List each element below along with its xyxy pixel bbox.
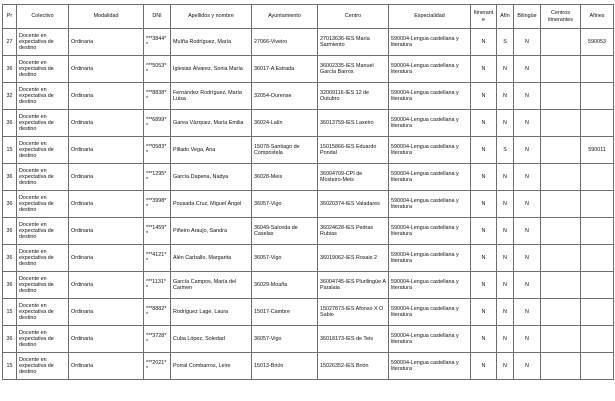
cell-apellidos-nombre: Rodríguez Lage, Laura — [171, 299, 252, 326]
cell-bilingue: N — [514, 110, 541, 137]
cell-itinerante: N — [471, 164, 497, 191]
cell-colectivo: Docente en expectativa de destino — [17, 191, 69, 218]
cell-especialidad: 590004-Lengua castellana y literatura — [389, 245, 471, 272]
cell-modalidad: Ordinaria — [69, 56, 144, 83]
cell-dni: ***3728** — [144, 326, 171, 353]
cell-afines — [581, 56, 614, 83]
cell-afines — [581, 245, 614, 272]
cell-centro: 32009116-IES 12 de Outubro — [318, 83, 389, 110]
cell-afin: N — [497, 56, 514, 83]
cell-pr: 36 — [3, 110, 17, 137]
cell-ayuntamiento: 36029-Moaña — [252, 272, 318, 299]
table-row — [3, 164, 614, 191]
cell-dni: ***3998** — [144, 191, 171, 218]
cell-pr: 32 — [3, 83, 17, 110]
cell-centros-itinerantes — [541, 164, 581, 191]
header-bilingue: Bilingüe — [514, 5, 541, 29]
cell-centro: 36013759-IES Laxeiro — [318, 110, 389, 137]
cell-modalidad: Ordinaria — [69, 29, 144, 56]
cell-centros-itinerantes — [541, 83, 581, 110]
cell-afines — [581, 164, 614, 191]
cell-apellidos-nombre: García Campos, María del Carmen — [171, 272, 252, 299]
table-row — [3, 299, 614, 326]
cell-dni: ***1459** — [144, 218, 171, 245]
cell-itinerante: N — [471, 29, 497, 56]
cell-modalidad: Ordinaria — [69, 83, 144, 110]
cell-apellidos-nombre: Cuba López, Soledad — [171, 326, 252, 353]
cell-ayuntamiento: 27066-Viveiro — [252, 29, 318, 56]
cell-pr: 36 — [3, 272, 17, 299]
cell-afin: N — [497, 245, 514, 272]
cell-ayuntamiento: 36017-A Estrada — [252, 56, 318, 83]
cell-pr: 27 — [3, 29, 17, 56]
cell-centros-itinerantes — [541, 218, 581, 245]
cell-centro: 15015866-IES Eduardo Pondal — [318, 137, 389, 164]
cell-itinerante: N — [471, 56, 497, 83]
cell-itinerante: N — [471, 110, 497, 137]
cell-ayuntamiento: 15078-Santiago de Compostela — [252, 137, 318, 164]
cell-especialidad: 590004-Lengua castellana y literatura — [389, 326, 471, 353]
header-ayuntamiento: Ayuntamiento — [252, 5, 318, 29]
cell-modalidad: Ordinaria — [69, 353, 144, 380]
cell-apellidos-nombre: Pillado Vega, Ana — [171, 137, 252, 164]
header-centros-itinerantes: Centros itinerantes — [541, 5, 581, 29]
cell-pr: 36 — [3, 245, 17, 272]
cell-dni: ***0583** — [144, 137, 171, 164]
table-row — [3, 218, 614, 245]
header-dni: DNI — [144, 5, 171, 29]
table-row — [3, 191, 614, 218]
cell-afin: N — [497, 326, 514, 353]
cell-ayuntamiento: 15017-Cambre — [252, 299, 318, 326]
cell-afin: S — [497, 29, 514, 56]
table-row — [3, 29, 614, 56]
cell-bilingue: N — [514, 245, 541, 272]
cell-centro: 27013636-IES María Sarmiento — [318, 29, 389, 56]
cell-apellidos-nombre: Alén Carballo, Margarita — [171, 245, 252, 272]
cell-afines — [581, 299, 614, 326]
cell-dni: ***5053** — [144, 56, 171, 83]
table-body — [3, 29, 614, 380]
cell-apellidos-nombre: Muíña Rodríguez, María — [171, 29, 252, 56]
cell-especialidad: 590004-Lengua castellana y literatura — [389, 299, 471, 326]
cell-colectivo: Docente en expectativa de destino — [17, 272, 69, 299]
header-apellidos-nombre: Apellidos y nombre — [171, 5, 252, 29]
cell-especialidad: 590004-Lengua castellana y literatura — [389, 191, 471, 218]
table-row — [3, 326, 614, 353]
cell-centro: 36004745-IES Plurilingüe A Paralaia — [318, 272, 389, 299]
cell-afines — [581, 326, 614, 353]
cell-modalidad: Ordinaria — [69, 110, 144, 137]
cell-itinerante: N — [471, 245, 497, 272]
cell-apellidos-nombre: Pousada Cruz, Miguel Ángel — [171, 191, 252, 218]
cell-afines — [581, 110, 614, 137]
cell-dni: ***1295** — [144, 164, 171, 191]
cell-modalidad: Ordinaria — [69, 164, 144, 191]
cell-centros-itinerantes — [541, 137, 581, 164]
cell-especialidad: 590004-Lengua castellana y literatura — [389, 353, 471, 380]
cell-ayuntamiento: 36057-Vigo — [252, 245, 318, 272]
cell-afines — [581, 218, 614, 245]
cell-especialidad: 590004-Lengua castellana y literatura — [389, 56, 471, 83]
cell-especialidad: 590004-Lengua castellana y literatura — [389, 83, 471, 110]
cell-colectivo: Docente en expectativa de destino — [17, 326, 69, 353]
header-afines: Afines — [581, 5, 614, 29]
cell-colectivo: Docente en expectativa de destino — [17, 245, 69, 272]
cell-apellidos-nombre: Iglesias Álvarez, Sonia María — [171, 56, 252, 83]
cell-centros-itinerantes — [541, 272, 581, 299]
cell-afin: N — [497, 83, 514, 110]
cell-especialidad: 590004-Lengua castellana y literatura — [389, 164, 471, 191]
cell-dni: ***3844** — [144, 29, 171, 56]
table-row — [3, 137, 614, 164]
cell-colectivo: Docente en expectativa de destino — [17, 56, 69, 83]
cell-itinerante: N — [471, 191, 497, 218]
header-colectivo: Colectivo — [17, 5, 69, 29]
cell-bilingue: N — [514, 29, 541, 56]
cell-centro: 36002335-IES Manuel García Barros — [318, 56, 389, 83]
cell-centros-itinerantes — [541, 110, 581, 137]
cell-ayuntamiento: 36024-Lalín — [252, 110, 318, 137]
cell-dni: ***1131** — [144, 272, 171, 299]
table-header-row — [3, 5, 614, 29]
cell-colectivo: Docente en expectativa de destino — [17, 164, 69, 191]
cell-pr: 15 — [3, 299, 17, 326]
table-row — [3, 353, 614, 380]
cell-pr: 15 — [3, 137, 17, 164]
cell-centros-itinerantes — [541, 56, 581, 83]
cell-afin: N — [497, 299, 514, 326]
cell-centro: 36018173-IES de Teis — [318, 326, 389, 353]
table-row — [3, 83, 614, 110]
cell-centro: 36020374-IES Valadares — [318, 191, 389, 218]
cell-bilingue: N — [514, 164, 541, 191]
cell-dni: ***2021** — [144, 353, 171, 380]
cell-afin: N — [497, 110, 514, 137]
cell-dni: ***4121** — [144, 245, 171, 272]
cell-pr: 36 — [3, 56, 17, 83]
cell-itinerante: N — [471, 137, 497, 164]
cell-bilingue: N — [514, 137, 541, 164]
cell-ayuntamiento: 36028-Meis — [252, 164, 318, 191]
cell-afin: N — [497, 218, 514, 245]
cell-itinerante: N — [471, 299, 497, 326]
cell-centro: 36019062-IES Rosais 2 — [318, 245, 389, 272]
cell-bilingue: N — [514, 353, 541, 380]
cell-modalidad: Ordinaria — [69, 137, 144, 164]
cell-centros-itinerantes — [541, 245, 581, 272]
cell-pr: 36 — [3, 218, 17, 245]
cell-centros-itinerantes — [541, 326, 581, 353]
table-row — [3, 272, 614, 299]
cell-itinerante: N — [471, 353, 497, 380]
header-centro: Centro — [318, 5, 389, 29]
cell-colectivo: Docente en expectativa de destino — [17, 110, 69, 137]
cell-especialidad: 590004-Lengua castellana y literatura — [389, 272, 471, 299]
cell-bilingue: N — [514, 299, 541, 326]
cell-centro: 36024628-IES Pedras Rubias — [318, 218, 389, 245]
cell-afin: N — [497, 272, 514, 299]
cell-especialidad: 590004-Lengua castellana y literatura — [389, 29, 471, 56]
cell-especialidad: 590004-Lengua castellana y literatura — [389, 110, 471, 137]
cell-ayuntamiento: 32054-Ourense — [252, 83, 318, 110]
cell-afines — [581, 191, 614, 218]
cell-afines: 590011 — [581, 137, 614, 164]
cell-bilingue: N — [514, 326, 541, 353]
cell-afin: N — [497, 191, 514, 218]
cell-ayuntamiento: 15013-Brión — [252, 353, 318, 380]
cell-apellidos-nombre: Fernández Rodríguez, María Luisa — [171, 83, 252, 110]
cell-colectivo: Docente en expectativa de destino — [17, 353, 69, 380]
cell-bilingue: N — [514, 218, 541, 245]
cell-itinerante: N — [471, 83, 497, 110]
cell-afines — [581, 272, 614, 299]
cell-afines: 590053 — [581, 29, 614, 56]
assignments-table — [2, 4, 614, 380]
cell-bilingue: N — [514, 83, 541, 110]
cell-pr: 36 — [3, 164, 17, 191]
header-itinerante: Itinerante — [471, 5, 497, 29]
cell-colectivo: Docente en expectativa de destino — [17, 29, 69, 56]
cell-afin: S — [497, 137, 514, 164]
cell-ayuntamiento: 36057-Vigo — [252, 326, 318, 353]
cell-apellidos-nombre: Piñeiro Araujo, Sandra — [171, 218, 252, 245]
cell-bilingue: N — [514, 272, 541, 299]
cell-centros-itinerantes — [541, 299, 581, 326]
cell-centro: 15027873-IES Afonso X O Sabio — [318, 299, 389, 326]
cell-modalidad: Ordinaria — [69, 326, 144, 353]
cell-modalidad: Ordinaria — [69, 191, 144, 218]
cell-itinerante: N — [471, 218, 497, 245]
header-especialidad: Especialidad — [389, 5, 471, 29]
cell-colectivo: Docente en expectativa de destino — [17, 137, 69, 164]
table-row — [3, 245, 614, 272]
cell-colectivo: Docente en expectativa de destino — [17, 218, 69, 245]
cell-centros-itinerantes — [541, 353, 581, 380]
cell-colectivo: Docente en expectativa de destino — [17, 299, 69, 326]
cell-bilingue: N — [514, 56, 541, 83]
cell-pr: 15 — [3, 353, 17, 380]
cell-itinerante: N — [471, 326, 497, 353]
cell-centro: 36004709-CPI de Mosteiro-Meis — [318, 164, 389, 191]
cell-afines — [581, 353, 614, 380]
document-page — [2, 4, 613, 380]
cell-pr: 36 — [3, 326, 17, 353]
cell-dni: ***8838** — [144, 83, 171, 110]
cell-modalidad: Ordinaria — [69, 245, 144, 272]
cell-itinerante: N — [471, 272, 497, 299]
cell-modalidad: Ordinaria — [69, 272, 144, 299]
header-afin: Afín — [497, 5, 514, 29]
cell-ayuntamiento: 36057-Vigo — [252, 191, 318, 218]
cell-afines — [581, 83, 614, 110]
cell-centros-itinerantes — [541, 29, 581, 56]
cell-modalidad: Ordinaria — [69, 218, 144, 245]
cell-afin: N — [497, 353, 514, 380]
cell-especialidad: 590004-Lengua castellana y literatura — [389, 218, 471, 245]
table-row — [3, 110, 614, 137]
cell-afin: N — [497, 164, 514, 191]
cell-dni: ***6899** — [144, 110, 171, 137]
header-modalidad: Modalidad — [69, 5, 144, 29]
cell-centros-itinerantes — [541, 191, 581, 218]
cell-apellidos-nombre: García Dapena, Nadya — [171, 164, 252, 191]
cell-pr: 36 — [3, 191, 17, 218]
cell-bilingue: N — [514, 191, 541, 218]
cell-dni: ***8882** — [144, 299, 171, 326]
cell-apellidos-nombre: Porral Combarros, Leire — [171, 353, 252, 380]
cell-colectivo: Docente en expectativa de destino — [17, 83, 69, 110]
cell-especialidad: 590004-Lengua castellana y literatura — [389, 137, 471, 164]
cell-ayuntamiento: 36049-Salceda de Caselas — [252, 218, 318, 245]
cell-apellidos-nombre: Garea Vázquez, María Emilia — [171, 110, 252, 137]
cell-modalidad: Ordinaria — [69, 299, 144, 326]
table-row — [3, 56, 614, 83]
cell-centro: 15026352-IES Brión — [318, 353, 389, 380]
header-pr: Pr — [3, 5, 17, 29]
